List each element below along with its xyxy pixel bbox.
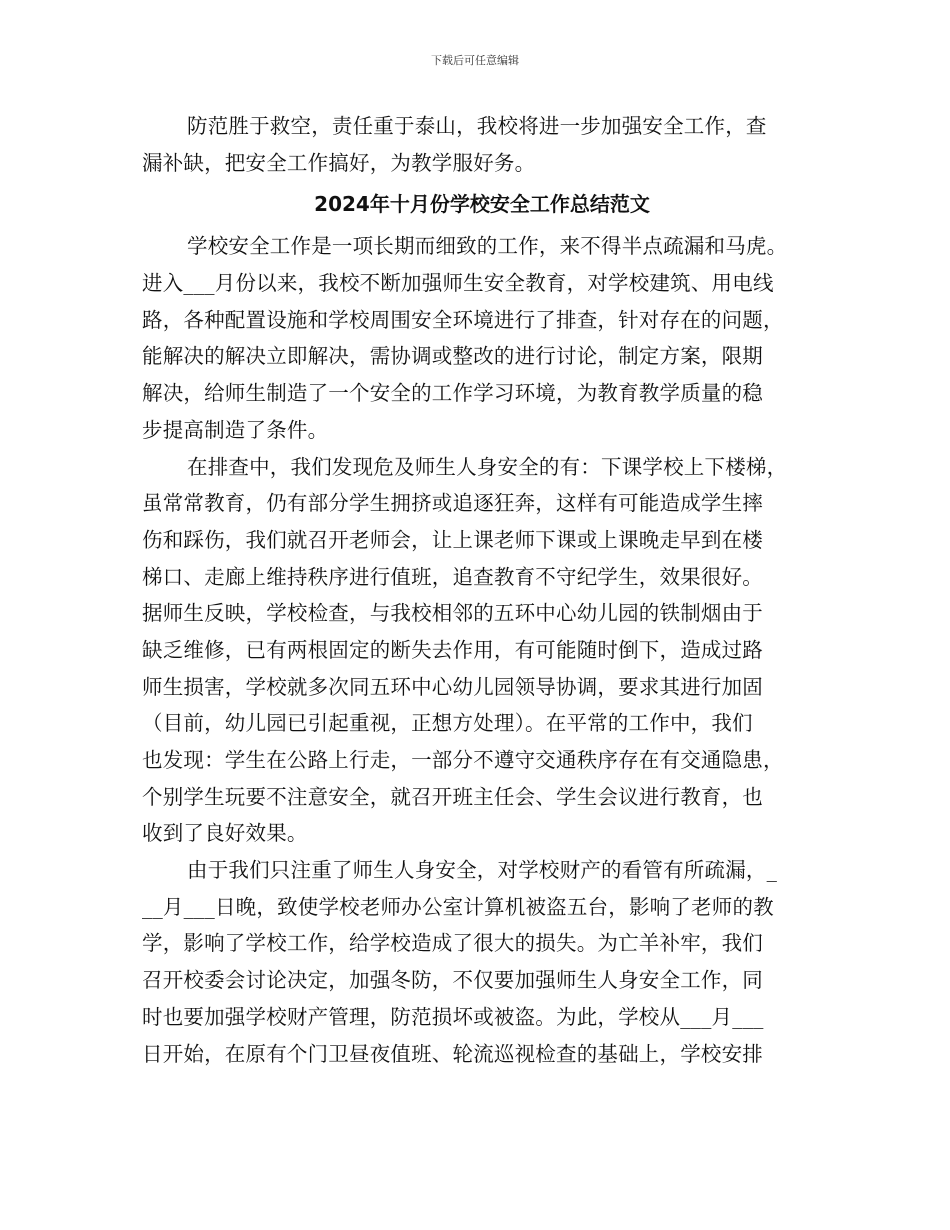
paragraph-line: __月___日晚，致使学校老师办公室计算机被盗五台，影响了老师的教: [142, 894, 774, 919]
paragraph-line: 进入___月份以来，我校不断加强师生安全教育，对学校建筑、用电线: [142, 271, 774, 296]
paragraph-line: 伤和踩伤，我们就召开老师会，让上课老师下课或上课晚走早到在楼: [142, 527, 763, 552]
paragraph-3: [142, 852, 822, 1072]
paragraph-line: 步提高制造了条件。: [142, 417, 329, 442]
paragraph-line: 解决，给师生制造了一个安全的工作学习环境，为教育教学质量的稳: [142, 381, 763, 406]
paragraph-line: 虽常常教育，仍有部分学生拥挤或追逐狂奔，这样有可能造成学生摔: [142, 491, 763, 516]
document-body: [142, 108, 822, 1072]
page-header: 下载后可任意编辑: [431, 54, 519, 67]
paragraph-line: 收到了良好效果。: [142, 821, 308, 846]
paragraph-line: 梯口、走廊上维持秩序进行值班，追查教育不守纪学生，效果很好。: [142, 564, 763, 589]
paragraph-line: 据师生反映，学校检查，与我校相邻的五环中心幼儿园的铁制烟由于: [142, 601, 763, 626]
document-title: 2024年十月份学校安全工作总结范文: [314, 192, 650, 217]
paragraph-line: 师生损害，学校就多次同五环中心幼儿园领导协调，要求其进行加固: [142, 674, 763, 699]
paragraph-line: 缺乏维修，已有两根固定的断失去作用，有可能随时倒下，造成过路: [142, 637, 763, 662]
intro-line: 漏补缺，把安全工作搞好，为教学服好务。: [142, 150, 536, 175]
paragraph-line: 个别学生玩要不注意安全，就召开班主任会、学生会议进行教育，也: [142, 784, 763, 809]
paragraph-line: 学，影响了学校工作，给学校造成了很大的损失。为亡羊补牢，我们: [142, 931, 763, 956]
paragraph-line: 日开始，在原有个门卫昼夜值班、轮流巡视检查的基础上，学校安排: [142, 1041, 763, 1066]
paragraph-line: 能解决的解决立即解决，需协调或整改的进行讨论，制定方案，限期: [142, 344, 763, 369]
paragraph-line: 由于我们只注重了师生人身安全，对学校财产的看管有所疏漏，_: [187, 858, 778, 883]
paragraph-line: （目前，幼儿园已引起重视，正想方处理）。在平常的工作中，我们: [142, 711, 753, 736]
paragraph-line: 学校安全工作是一项长期而细致的工作，来不得半点疏漏和马虎。: [187, 234, 788, 259]
paragraph-line: 也发现：学生在公路上行走，一部分不遵守交通秩序存在有交通隐患，: [142, 748, 784, 772]
paragraph-line: 召开校委会讨论决定，加强冬防，不仅要加强师生人身安全工作，同: [142, 968, 763, 993]
paragraph-line: 时也要加强学校财产管理，防范损坏或被盗。为此，学校从___月___: [142, 1004, 764, 1029]
paragraph-line: 路，各种配置设施和学校周围安全环境进行了排查，针对存在的问题，: [142, 307, 784, 332]
intro-line: 防范胜于救空，责任重于泰山，我校将进一步加强安全工作，查: [187, 114, 767, 138]
paragraph-line: 在排查中，我们发现危及师生人身安全的有：下课学校上下楼梯，: [187, 454, 788, 479]
paragraph-2: [142, 449, 822, 853]
paragraph-1: [142, 228, 822, 448]
